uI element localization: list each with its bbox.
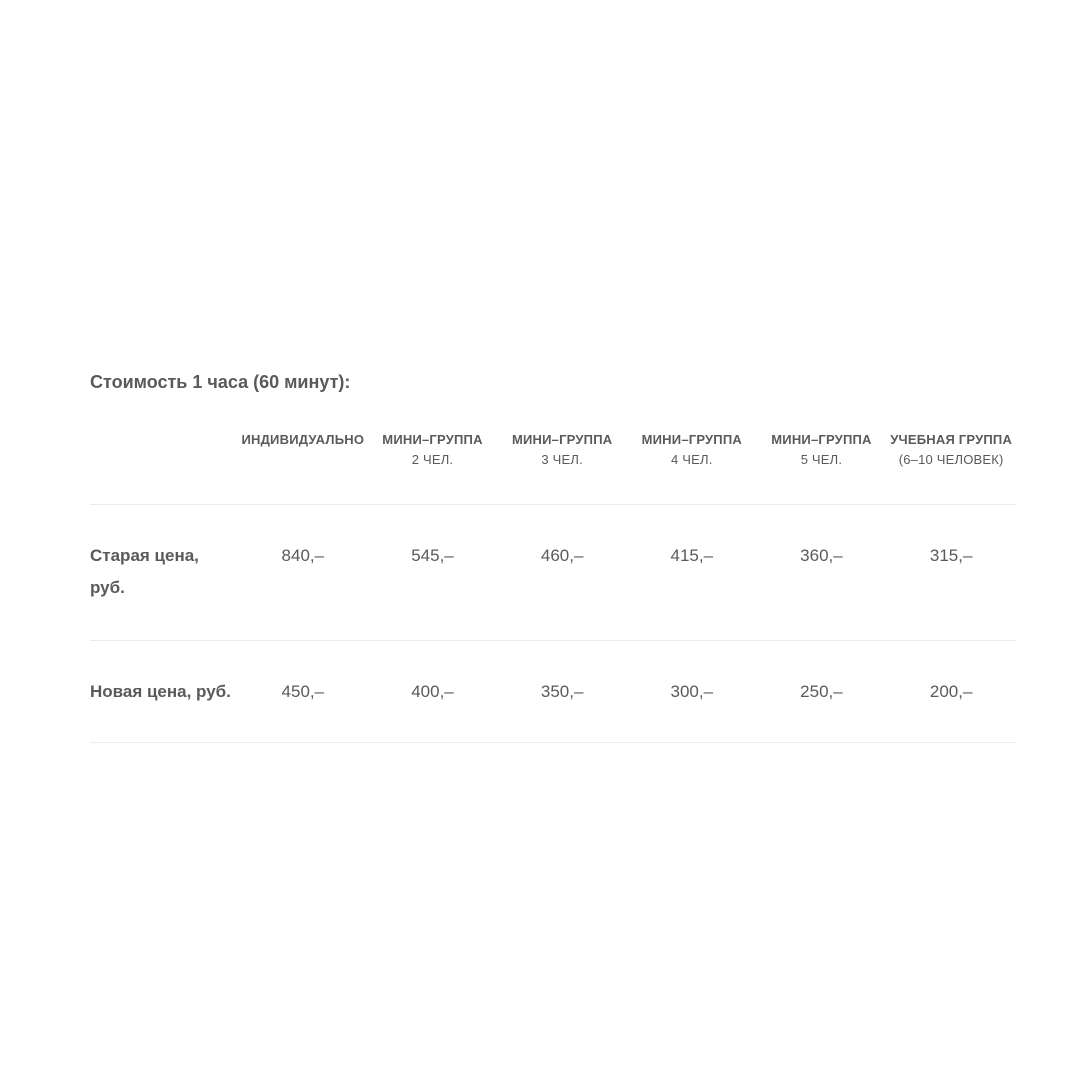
header-sub-label: 3 ЧЕЛ. [541, 452, 583, 467]
header-sub-label: 2 ЧЕЛ. [411, 452, 454, 467]
header-main-label: МИНИ–ГРУППА [511, 432, 613, 447]
price-block [90, 370, 1016, 743]
price-cell: 360,– [757, 505, 887, 641]
price-cell: 250,– [757, 641, 887, 743]
header-individual [238, 430, 368, 505]
header-mini-group-5 [757, 430, 887, 505]
price-cell: 315,– [886, 505, 1016, 641]
price-cell: 300,– [627, 641, 757, 743]
price-cell: 450,– [238, 641, 368, 743]
price-title: Стоимость 1 часа (60 минут): [90, 372, 351, 392]
table-row-new-price [90, 641, 1016, 743]
row-label: Старая цена, руб. [90, 505, 238, 641]
price-cell: 545,– [368, 505, 498, 641]
price-cell: 460,– [497, 505, 627, 641]
header-main-label: МИНИ–ГРУППА [382, 432, 483, 447]
header-mini-group-3 [497, 430, 627, 505]
price-cell: 415,– [627, 505, 757, 641]
header-study-group [886, 430, 1016, 505]
header-empty-cell [90, 430, 238, 505]
header-main-label: МИНИ–ГРУППА [771, 432, 872, 447]
header-mini-group-2 [368, 430, 498, 505]
price-cell: 200,– [886, 641, 1016, 743]
header-main-label: МИНИ–ГРУППА [641, 432, 742, 447]
header-main-label: ИНДИВИДУАЛЬНО [241, 432, 365, 447]
table-row-old-price [90, 505, 1016, 641]
price-cell: 840,– [238, 505, 368, 641]
header-main-label: УЧЕБНАЯ ГРУППА [890, 432, 1013, 447]
header-sub-label: 4 ЧЕЛ. [671, 452, 713, 467]
price-cell: 350,– [497, 641, 627, 743]
row-label: Новая цена, руб. [90, 641, 238, 743]
header-row [90, 430, 1016, 505]
header-sub-label: 5 ЧЕЛ. [800, 452, 843, 467]
header-sub-label: (6–10 ЧЕЛОВЕК) [898, 452, 1004, 467]
price-table [90, 430, 1016, 743]
header-mini-group-4 [627, 430, 757, 505]
price-cell: 400,– [368, 641, 498, 743]
